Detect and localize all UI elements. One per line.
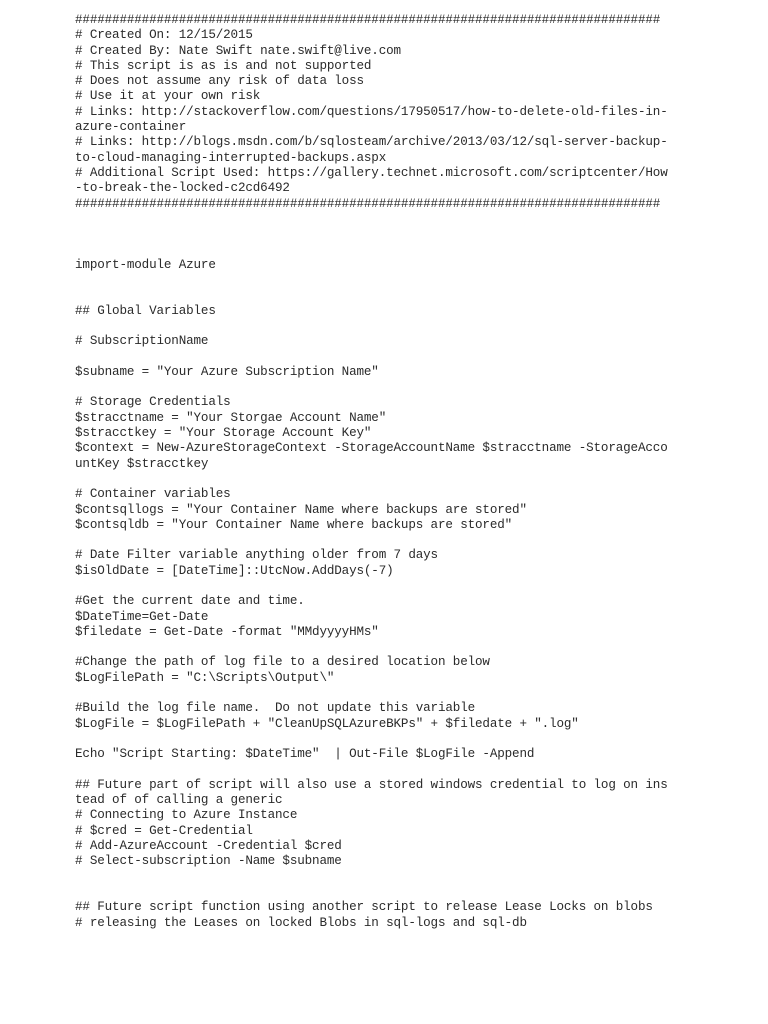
contsqldb-assignment: $contsqldb = "Your Container Name where backups are stored" xyxy=(75,517,513,532)
isolddate-assignment: $isOldDate = [DateTime]::UtcNow.AddDays(-7) xyxy=(75,563,394,578)
cred-comment: # $cred = Get-Credential xyxy=(75,823,253,838)
date-filter-comment: # Date Filter variable anything older from 7 days xyxy=(75,548,438,563)
current-date-comment: #Get the current date and time. xyxy=(75,594,305,609)
link-line: # Links: http://stackoverflow.com/questions/17950517/how-to-delete-old-files-in- xyxy=(75,104,668,119)
created-by-line: # Created By: Nate Swift nate.swift@live.com xyxy=(75,43,401,58)
connecting-comment: # Connecting to Azure Instance xyxy=(75,808,298,823)
created-on-line: # Created On: 12/15/2015 xyxy=(75,28,253,43)
context-assignment: $context = New-AzureStorageContext -StorageAccountName $stracctname -StorageAcco xyxy=(75,441,668,456)
additional-script-line-continued: -to-break-the-locked-c2cd6492 xyxy=(75,181,290,196)
filedate-assignment: $filedate = Get-Date -format "MMdyyyyHMs" xyxy=(75,624,379,639)
script-document xyxy=(75,13,755,931)
subscription-comment: # SubscriptionName xyxy=(75,334,209,349)
releasing-leases-comment: # releasing the Leases on locked Blobs in sql-logs and sql-db xyxy=(75,915,527,930)
select-subscription-comment: # Select-subscription -Name $subname xyxy=(75,854,342,869)
stracctkey-assignment: $stracctkey = "Your Storage Account Key" xyxy=(75,426,372,441)
container-variables-comment: # Container variables xyxy=(75,487,231,502)
datetime-assignment: $DateTime=Get-Date xyxy=(75,609,209,624)
disclaimer-line: # Does not assume any risk of data loss xyxy=(75,74,364,89)
future-credential-comment-continued: tead of of calling a generic xyxy=(75,793,283,808)
disclaimer-line: # This script is as is and not supported xyxy=(75,58,372,73)
global-variables-heading: ## Global Variables xyxy=(75,303,216,318)
hash-divider-bottom: ############################################################################### xyxy=(75,196,661,211)
storage-credentials-comment: # Storage Credentials xyxy=(75,395,231,410)
disclaimer-line: # Use it at your own risk xyxy=(75,89,261,104)
context-assignment-continued: untKey $stracctkey xyxy=(75,456,209,471)
log-path-comment: #Change the path of log file to a desired location below xyxy=(75,655,490,670)
header-comment-block xyxy=(75,13,755,212)
contsqllogs-assignment: $contsqllogs = "Your Container Name where backups are stored" xyxy=(75,502,527,517)
add-account-comment: # Add-AzureAccount -Credential $cred xyxy=(75,839,342,854)
import-module-line: import-module Azure xyxy=(75,257,216,272)
stracctname-assignment: $stracctname = "Your Storgae Account Name" xyxy=(75,410,387,425)
hash-divider-top: ############################################################################### xyxy=(75,13,661,27)
subname-assignment: $subname = "Your Azure Subscription Name" xyxy=(75,364,379,379)
future-lease-comment: ## Future script function using another script to release Lease Locks on blobs xyxy=(75,900,653,915)
echo-line: Echo "Script Starting: $DateTime" | Out-File $LogFile -Append xyxy=(75,747,535,762)
link-line-continued: azure-container xyxy=(75,120,187,135)
log-file-comment: #Build the log file name. Do not update this variable xyxy=(75,701,476,716)
link-line-continued: to-cloud-managing-interrupted-backups.aspx xyxy=(75,150,387,165)
additional-script-line: # Additional Script Used: https://gallery.technet.microsoft.com/scriptcenter/How xyxy=(75,165,668,180)
link-line: # Links: http://blogs.msdn.com/b/sqlosteam/archive/2013/03/12/sql-server-backup- xyxy=(75,135,668,150)
logfile-assignment: $LogFile = $LogFilePath + "CleanUpSQLAzureBKPs" + $filedate + ".log" xyxy=(75,716,579,731)
logfilepath-assignment: $LogFilePath = "C:\Scripts\Output\" xyxy=(75,670,335,685)
future-credential-comment: ## Future part of script will also use a stored windows credential to log on ins xyxy=(75,777,668,792)
